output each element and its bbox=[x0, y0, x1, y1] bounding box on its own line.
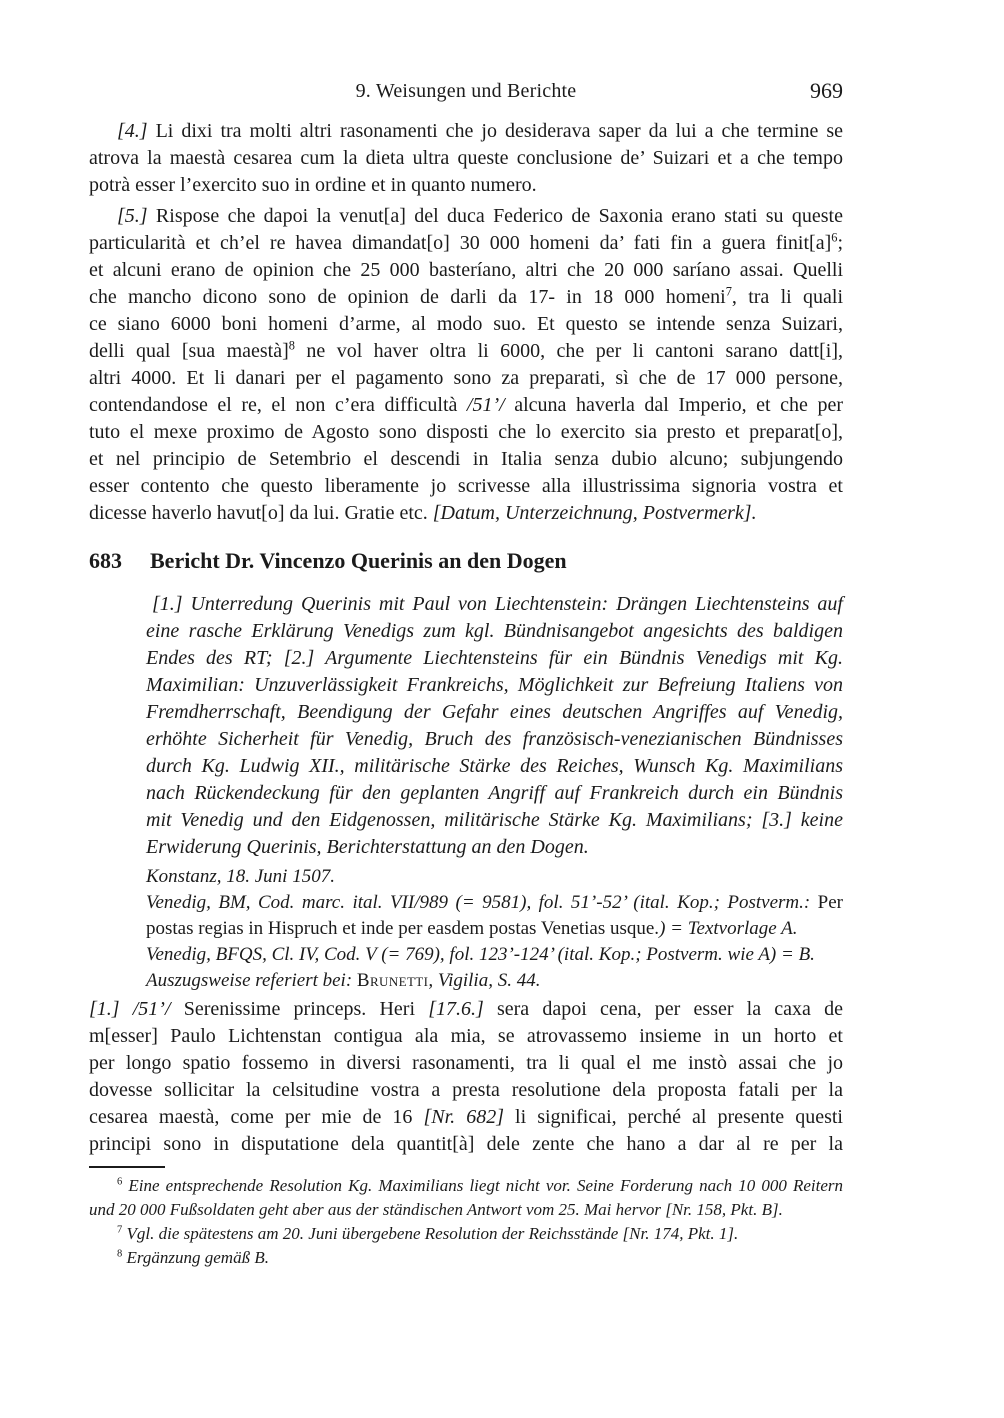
text-run: dicesse haverlo havut[o] da lui. Gratie etc. bbox=[89, 502, 433, 524]
italic-run: [5.] bbox=[117, 205, 148, 227]
text-run: atrova la maestà cesarea cum la dieta ultra queste conclusione de’ Suizari et a che tempo bbox=[89, 147, 843, 169]
text-run: li significai, perché al presente questi bbox=[503, 1106, 843, 1128]
item-682-paragraph-4 bbox=[89, 118, 843, 199]
text-line bbox=[89, 118, 843, 145]
italic-run: Auszugsweise referiert bei: bbox=[146, 970, 353, 991]
italic-run: [1.] Unterredung Querinis mit Paul von Liechtenstein: Drängen Liechtensteins auf bbox=[152, 593, 843, 615]
entry-683-paragraph-1 bbox=[89, 996, 843, 1158]
text-run: contendandose el re, el non c’era difficultà bbox=[89, 394, 467, 416]
text-run: sera dapoi cena, per esser la caxa de bbox=[483, 998, 843, 1020]
text-run: ce siano 6000 boni homeni d’arme, al modo suo. Et questo se intende senza Suizari, bbox=[89, 313, 843, 335]
text-line bbox=[89, 1222, 843, 1246]
text-run: principi sono in disputatione dela quantit[à] dele zente che hano a dar al re per la bbox=[89, 1133, 843, 1155]
text-line bbox=[146, 726, 843, 753]
italic-run: Maximilian: Unzuverlässigkeit Frankreichs, Möglichkeit zur Befreiung Italiens von bbox=[146, 674, 843, 696]
text-line bbox=[89, 996, 843, 1023]
italic-run: durch Kg. Ludwig XII., militärische Stärke des Reiches, Wunsch Kg. Maximilians bbox=[146, 755, 843, 777]
text-line bbox=[146, 672, 843, 699]
text-line bbox=[89, 446, 843, 473]
text-run: potrà esser l’exercito suo in ordine et in quanto numero. bbox=[89, 174, 537, 196]
footnote-separator bbox=[89, 1166, 165, 1168]
footnote-ref: 6 bbox=[831, 230, 838, 245]
footnote-ref: 6 bbox=[117, 1176, 123, 1188]
italic-run: erhöhte Sicherheit für Venedig, Bruch des französisch-venezianischen Bündnisses bbox=[146, 728, 843, 750]
text-run: postas regias in Hispruch et inde per easdem postas Venetias usque. bbox=[146, 918, 660, 939]
italic-run: [1.] /51’/ bbox=[89, 998, 171, 1020]
text-run: Rispose che dapoi la venut[a] del duca Federico de Saxonia erano stati su queste bbox=[147, 205, 843, 227]
text-line bbox=[89, 311, 843, 338]
italic-run: Erwiderung Querinis, Berichterstattung an den Dogen. bbox=[146, 836, 589, 858]
italic-run: /51’/ bbox=[466, 394, 505, 416]
text-run: dovesse sollicitar la celsitudine vostra a presta resolutione dela proposta fatali per la bbox=[89, 1079, 843, 1101]
text-run: esser contento che questo liberamente jo scrivesse alla illustrissima signoria vostra et bbox=[89, 475, 843, 497]
text-run: alcuna haverla dal Imperio, et che per bbox=[504, 394, 843, 416]
text-line bbox=[146, 916, 843, 942]
text-line bbox=[89, 172, 843, 199]
text-run: tuto el mexe proximo de Agosto sono disposti che lo exercito sia presto et preparat[o], bbox=[89, 421, 843, 443]
text-line bbox=[89, 203, 843, 230]
italic-run: [4.] bbox=[117, 120, 148, 142]
text-run: Per bbox=[810, 892, 843, 913]
text-line bbox=[89, 257, 843, 284]
italic-run: [Datum, Unterzeichnung, Postvermerk]. bbox=[432, 502, 757, 524]
page-number: 969 bbox=[810, 78, 843, 103]
entry-683-heading bbox=[89, 547, 843, 575]
italic-run: und 20 000 Fußsoldaten geht aber aus der ständischen Antwort vom 25. Mai hervor [Nr. 158, Pkt. B]. bbox=[89, 1200, 783, 1219]
text-line bbox=[146, 864, 843, 890]
text-line bbox=[89, 1131, 843, 1158]
text-line bbox=[146, 780, 843, 807]
text-run: altri 4000. Et li danari per el pagamento sono za preparati, sì che de 17 000 persone, bbox=[89, 367, 843, 389]
italic-run: Eine entsprechende Resolution Kg. Maximilians liegt nicht vor. Seine Forderung nach 10 000 Reitern bbox=[128, 1176, 844, 1195]
text-run: particularità et ch’el re havea dimandat[o] 30 000 homeni da’ fati fin a guera finit[a] bbox=[89, 232, 832, 254]
text-line bbox=[89, 392, 843, 419]
document-blocks bbox=[89, 118, 843, 1270]
running-header bbox=[89, 78, 843, 104]
entry-683-regest bbox=[146, 591, 843, 861]
text-line bbox=[89, 473, 843, 500]
text-run: m[esser] Paulo Lichtenstan contigua ala mia, se atrovassemo insieme in un horto et bbox=[89, 1025, 843, 1047]
text-line bbox=[89, 419, 843, 446]
text-line bbox=[89, 1050, 843, 1077]
text-run: ne vol haver oltra li 6000, che per li cantoni sarano datt[i], bbox=[294, 340, 843, 362]
text-run: ; bbox=[837, 232, 843, 254]
text-line bbox=[146, 942, 843, 968]
italic-run: , Vigilia, S. 44. bbox=[428, 970, 541, 991]
footnote-ref: 7 bbox=[725, 284, 732, 299]
text-line bbox=[146, 591, 843, 618]
small-caps-name: Brunetti bbox=[356, 970, 429, 991]
italic-run: mit Venedig und den Eidgenossen, militärische Stärke Kg. Maximilians; [3.] keine bbox=[146, 809, 843, 831]
text-line bbox=[89, 230, 843, 257]
text-line bbox=[89, 1104, 843, 1131]
text-column bbox=[89, 78, 843, 1270]
text-line bbox=[89, 365, 843, 392]
text-line bbox=[146, 890, 843, 916]
entry-title: Bericht Dr. Vincenzo Querinis an den Dogen bbox=[150, 548, 567, 573]
footnotes bbox=[89, 1174, 843, 1270]
text-line bbox=[89, 1198, 843, 1222]
text-run: delli qual [sua maestà] bbox=[89, 340, 289, 362]
text-line bbox=[146, 807, 843, 834]
text-run: per longo spatio fossemo in diversi rasonamenti, tra li qual el me instò assai che jo bbox=[89, 1052, 843, 1074]
text-run: Li dixi tra molti altri rasonamenti che jo desiderava saper da lui a che termine se bbox=[147, 120, 843, 142]
italic-run: [Nr. 682] bbox=[423, 1106, 504, 1128]
text-run: cesarea maestà, come per mie de 16 bbox=[89, 1106, 424, 1128]
italic-run: eine rasche Erklärung Venedigs zum kgl. Bündnisangebot angesichts des baldigen bbox=[146, 620, 843, 642]
italic-run: Konstanz, 18. Juni 1507. bbox=[146, 866, 335, 887]
italic-run: ) = Textvorlage A. bbox=[659, 918, 798, 939]
text-line bbox=[146, 968, 843, 994]
entry-683-source-note bbox=[146, 864, 843, 994]
italic-run: Venedig, BFQS, Cl. IV, Cod. V (= 769), fol. 123’-124’ (ital. Kop.; Postverm. wie A) = B. bbox=[146, 944, 815, 965]
italic-run: [17.6.] bbox=[428, 998, 484, 1020]
italic-run: Endes des RT; [2.] Argumente Liechtensteins für ein Bündnis Venedigs mit Kg. bbox=[146, 647, 843, 669]
italic-run: Venedig, BM, Cod. marc. ital. VII/989 (= 9581), fol. 51’-52’ (ital. Kop.; Postverm.: bbox=[146, 892, 811, 913]
italic-run: Ergänzung gemäß B. bbox=[126, 1248, 269, 1267]
text-run: che mancho dicono sono de opinion de darli da 17- in 18 000 homeni bbox=[89, 286, 726, 308]
italic-run: nach Rückendeckung für den geplanten Angriff auf Frankreich durch ein Bündnis bbox=[146, 782, 843, 804]
text-line bbox=[146, 645, 843, 672]
text-line bbox=[89, 1174, 843, 1198]
text-run: et alcuni erano de opinion che 25 000 basteríano, altri che 20 000 saríano assai. Quelli bbox=[89, 259, 843, 281]
text-line bbox=[89, 1023, 843, 1050]
text-line bbox=[89, 338, 843, 365]
footnote-ref: 7 bbox=[117, 1224, 123, 1236]
item-682-paragraph-5 bbox=[89, 203, 843, 527]
section-title: 9. Weisungen und Berichte bbox=[355, 80, 577, 102]
text-run: Serenissime princeps. Heri bbox=[170, 998, 429, 1020]
text-run: , tra li quali bbox=[731, 286, 844, 308]
text-run: et nel principio de Setembrio el descendi in Italia senza dubio alcuno; subjungendo bbox=[89, 448, 843, 470]
text-line bbox=[146, 753, 843, 780]
entry-number: 683 bbox=[89, 548, 122, 573]
text-line bbox=[89, 500, 843, 527]
italic-run: Vgl. die spätestens am 20. Juni übergebene Resolution der Reichsstände [Nr. 174, Pkt. 1]. bbox=[126, 1224, 739, 1243]
footnote-ref: 8 bbox=[288, 338, 295, 353]
text-line bbox=[89, 1077, 843, 1104]
text-line bbox=[146, 618, 843, 645]
text-line bbox=[89, 284, 843, 311]
text-line bbox=[146, 699, 843, 726]
footnote-ref: 8 bbox=[117, 1248, 123, 1260]
italic-run: Fremdherrschaft, Beendigung der Gefahr eines deutschen Angriffes auf Venedig, bbox=[146, 701, 843, 723]
text-line bbox=[146, 834, 843, 861]
text-line bbox=[89, 145, 843, 172]
text-line bbox=[89, 1246, 843, 1270]
